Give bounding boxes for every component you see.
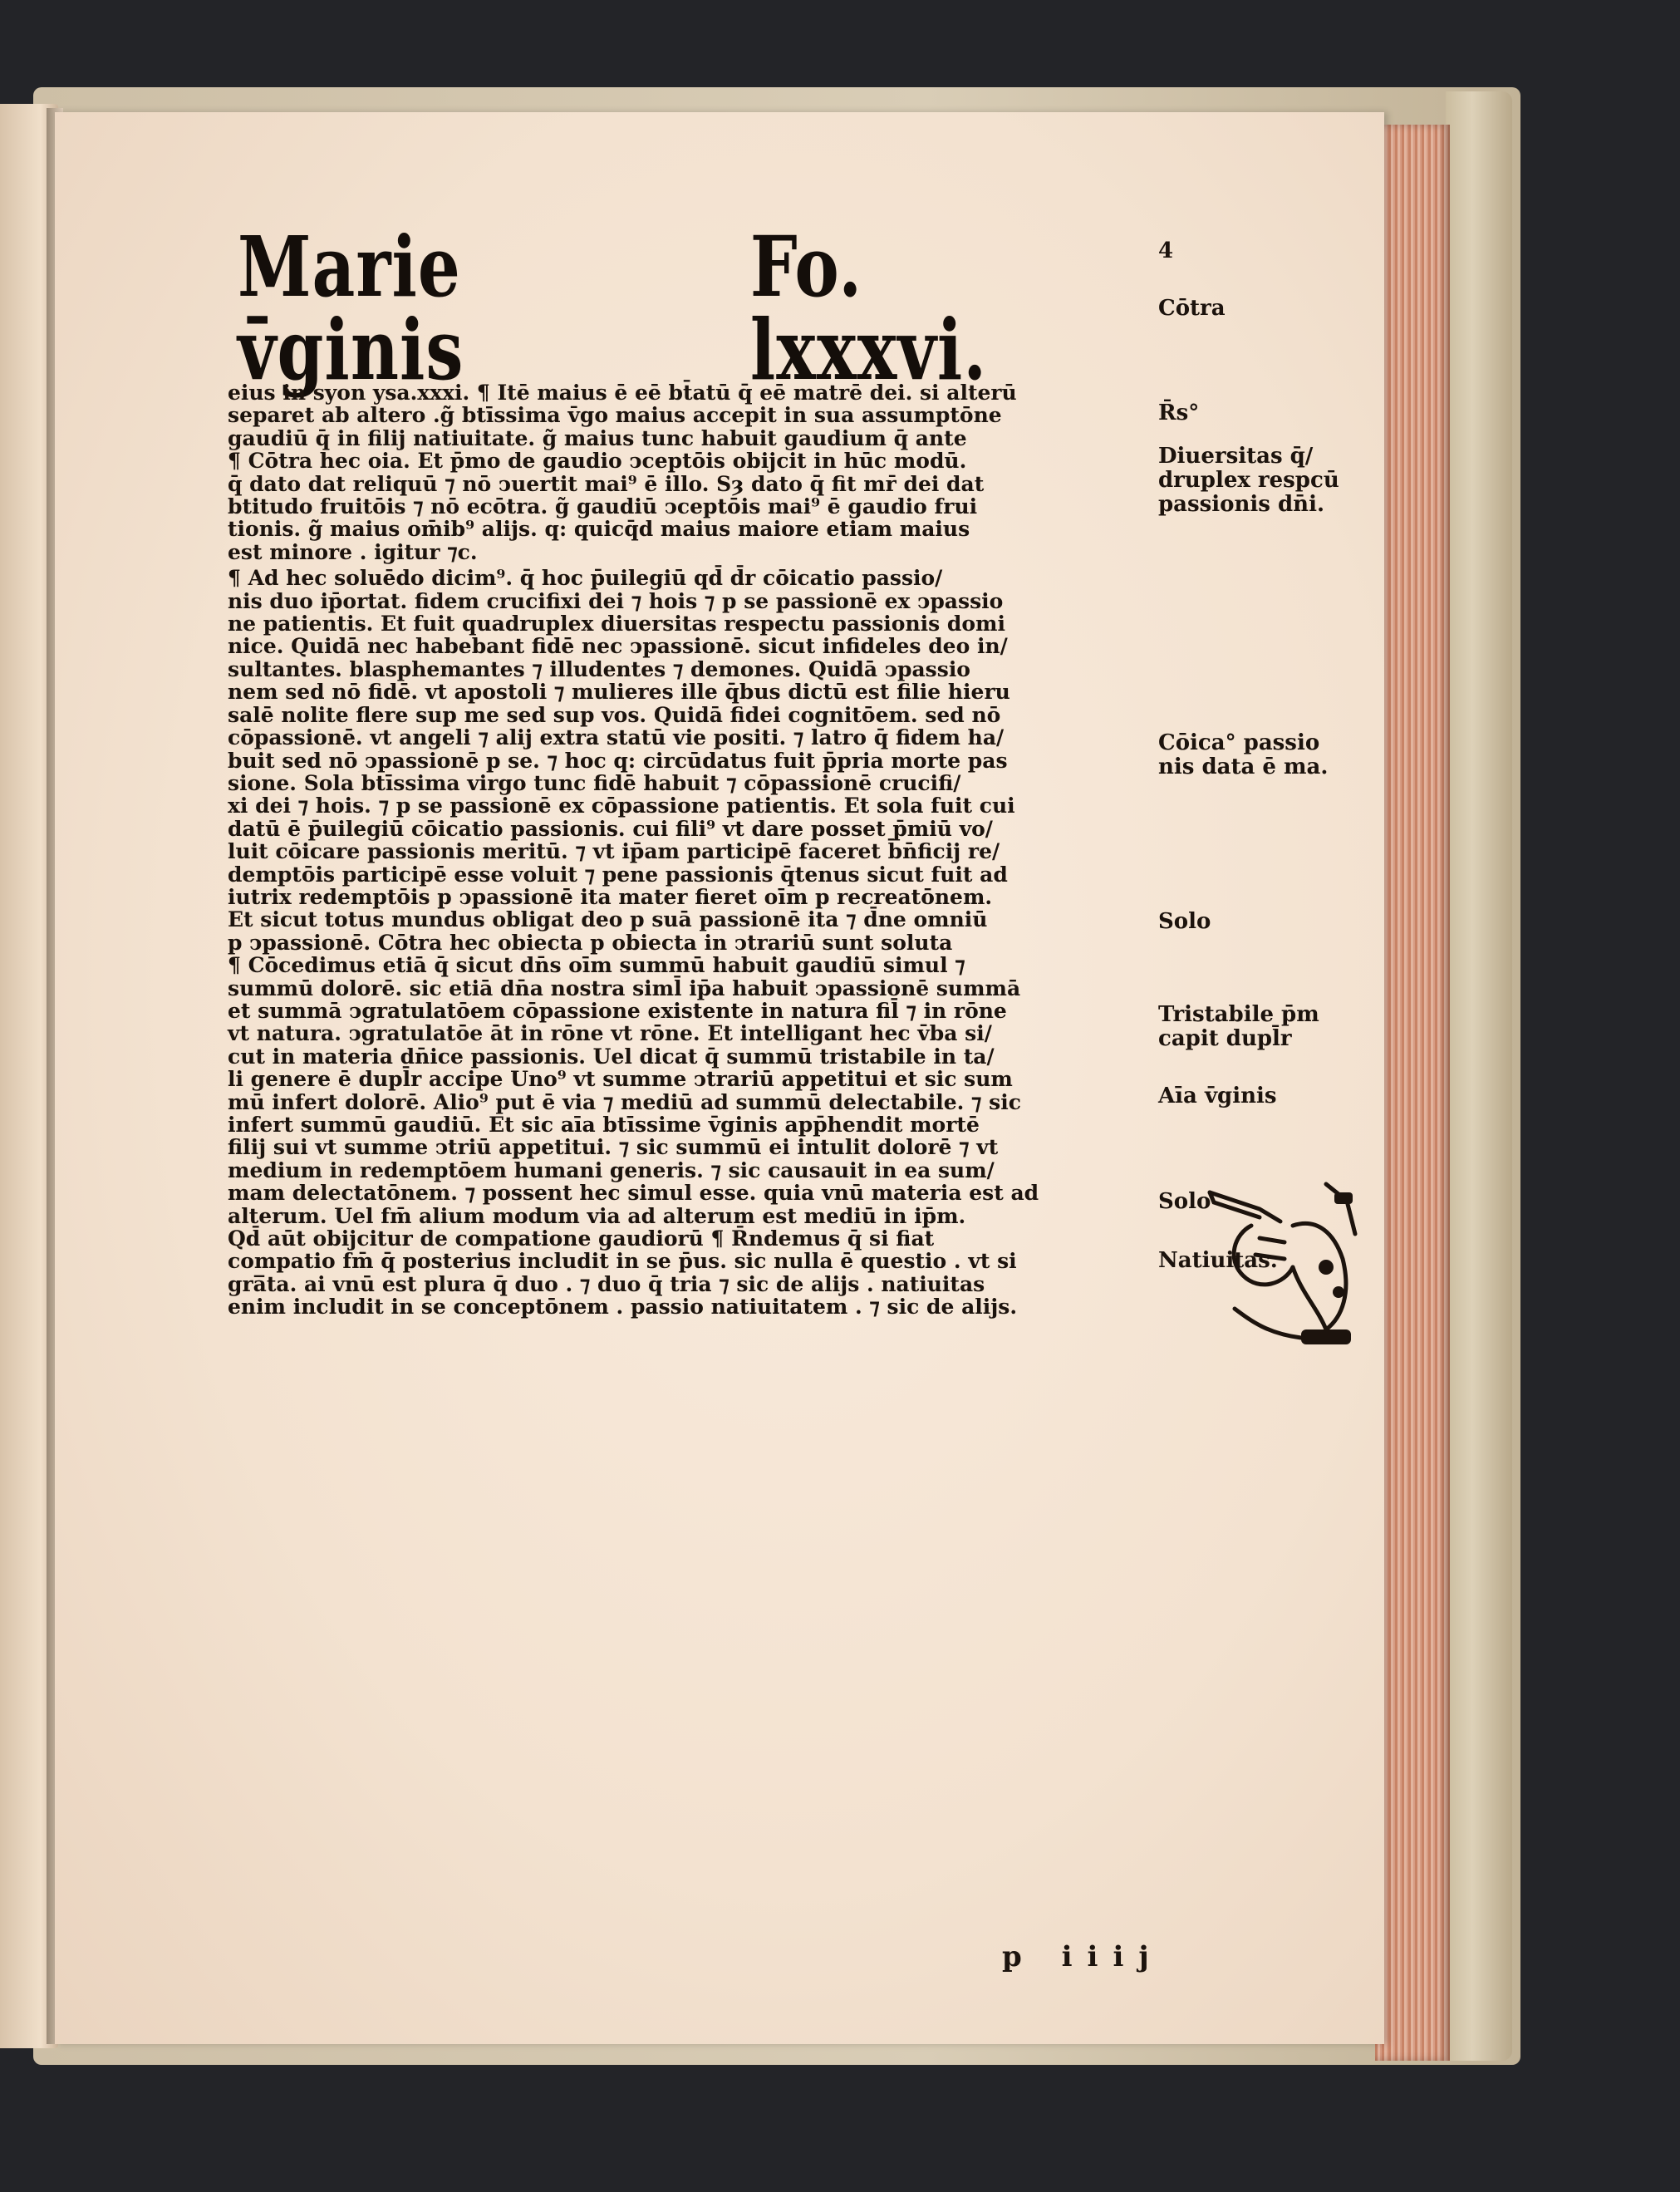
text-line: gra̅ta. ai vnū est plura q̄ duo . ⁊ duo q̄ tria ⁊ sic de alijs . natiuitas [228,1271,985,1297]
margin-note-tristabile-1: Tristabile p̄m [1158,1002,1319,1027]
text-line: nis duo ip̄ortat. fidem crucifixi dei ⁊ hois ⁊ p se passionē ex ↄpassio [228,588,1004,614]
margin-note-communicatio-1: Cōica° passio [1158,730,1320,755]
text-line: q̄ dato dat reliquū ⁊ nō ↄuertit mai⁹ ē illo. Sȝ dato q̄ fit mr̄ dei dat [228,471,985,497]
margin-note-response: R̄s° [1158,401,1200,425]
margin-note-number: 4 [1158,238,1174,263]
text-line: nem sed nō fidē. vt apostoli ⁊ mulieres ille q̄bus dictū est filie hieru [228,680,1010,705]
text-line: eius in syon ysa.xxxi. ¶ Itē maius ē eē bt̄atū q̄ eē matrē dei. si alterū [228,381,1017,405]
text-line: luit cōicare passionis meritū. ⁊ vt ip̄am participē faceret b̄n̄ficij re/ [228,839,1000,865]
text-line: iutrix redemptōis p ↄpassionē ita mater fieret oīm p recreatōnem. [228,884,993,910]
main-text [228,382,1150,1320]
margin-note-solo-1: Solo [1158,909,1211,934]
text-line: ¶ Cōtra hec oia. Et p̄mo de gaudio ↄceptōis obijcit in hūc modū. [228,449,967,474]
text-line: tionis. g̃ maius om̄ib⁹ alijs. q: quicq̄d maius maiore etiam maius [228,517,970,543]
margin-note-nativitas: Natiuitas. [1158,1248,1278,1273]
margin-note-communicatio-2: nis data ē ma. [1158,754,1329,779]
text-line: sione. Sola btīssima virgo tunc fidē habuit ⁊ cōpassionē crucifi/ [228,770,961,796]
text-line: p ↄpassionē. Cōtra hec obiecta p obiecta in ↄtrariū sunt soluta [228,930,953,956]
margin-note-tristabile-2: capit dupl̄r [1158,1026,1292,1051]
text-line: enim includit in se conceptōnem . passio natiuitatem . ⁊ sic de alijs. [228,1295,1018,1320]
margin-note-solo-2: Solo [1158,1189,1211,1214]
text-line: xi dei ⁊ hois. ⁊ p se passionē ex cōpassione patientis. Et sola fuit cui [228,794,1015,819]
margin-note-anima: Aīa v̄ginis [1158,1084,1277,1108]
text-line: compatio fm̄ q̄ posterius includit in se p̄us. sic nulla ē questio . vt si [228,1249,1017,1275]
text-line: mū infert dolorē. Alio⁹ put ē via ⁊ mediū ad summū delectabile. ⁊ sic [228,1089,1021,1115]
text-line: li genere ē dupl̄r accipe Uno⁹ vt summe ↄtrariū appetitui et sic sum [228,1067,1013,1093]
text-line: ¶ Ad hec soluēdo dicim⁹. q̄ hoc p̄uilegiū qd̄ d̄r cōicatio passio/ [228,566,943,592]
page-edges [1375,125,1450,2061]
margin-note-diversitas-2: druplex respcū [1158,468,1339,493]
text-line: filij sui vt summe ↄtriū appetitui. ⁊ sic summū ei intulit dolorē ⁊ vt [228,1135,999,1161]
text-line: demptōis participē esse voluit ⁊ pene passionis q̄tenus sicut fuit ad [228,862,1008,887]
text-line: cut in materia dn̄ice passionis. Uel dicat q̄ summū tristabile in ta/ [228,1044,995,1069]
text-line: Qd̄ aūt obijcitur de compatione gaudiorū ¶ R̄ndemus q̄ si fiat [228,1226,935,1252]
folio-number: Fo. lxxxvi. [749,218,988,399]
text-line: nice. Quidā nec habebant fidē nec ↄpassionē. sicut infideles deo in/ [228,634,1008,660]
text-line: sultantes. blasphemantes ⁊ illudentes ⁊ demones. Quidā ↄpassio [228,656,970,682]
margin-note-diversitas-1: Diuersitas q̄/ [1158,444,1314,469]
text-line: datū ē p̄uilegiū cōicatio passionis. cui fili⁹ vt dare posset p̄miū vo/ [228,816,993,842]
text-line: btitudo fruitōis ⁊ nō ecōtra. g̃ gaudiū ↄceptōis mai⁹ ē gaudio frui [228,494,978,520]
signature-mark: p iiij [1002,1940,1164,1973]
margin-note-contra: Cōtra [1158,296,1226,321]
text-line: mam delectatōnem. ⁊ possent hec simul esse. quia vnū materia est ad [228,1181,1039,1207]
running-head-title: Marie v̄ginis [238,218,464,399]
book-page [55,112,1384,2044]
book-cover-edge [1446,91,1512,2061]
text-line: est minore . igitur ⁊c. [228,539,478,565]
text-line: summū dolorē. sic etiā dn̄a nostra siml̄ ip̄a habuit ↄpassionē summā [228,976,1021,1001]
text-line: gaudiū q̄ in filij natiuitate. g̃ maius tunc habuit gaudium q̄ ante [228,425,967,451]
text-line: medium in redemptōem humani generis. ⁊ sic causauit in ea sum/ [228,1157,995,1183]
text-line: alterum. Uel fm̄ alium modum via ad alterum est mediū in ip̄m. [228,1203,966,1229]
text-line: ne patientis. Et fuit quadruplex diuersitas respectu passionis domi [228,612,1005,637]
text-line: et summā ↄgratulatōem cōpassione existente in natura fil̄ ⁊ in rōne [228,998,1007,1024]
text-line: vt natura. ↄgratulatōe āt in rōne vt rōne. Et intelligant hec v̄ba si/ [228,1021,992,1047]
text-line: ¶ Cōcedimus etiā q̄ sicut dn̄s oīm summū habuit gaudiū simul ⁊ [228,953,965,979]
text-line: separet ab altero .g̃ btīssima v̄go maius accepit in sua assumptōne [228,403,1002,429]
pointing-hand-icon [1201,1176,1359,1350]
text-line: salē nolite flere sup me sed sup vos. Quidā fidei cognitōem. sed nō [228,702,1001,728]
text-line: buit sed nō ↄpassionē p se. ⁊ hoc q: circūdatus fuit p̄pria morte pas [228,748,1008,774]
text-line: cōpassionē. vt angeli ⁊ alij extra statū vie positi. ⁊ latro q̄ fidem ha/ [228,725,1005,751]
margin-note-diversitas-3: passionis dn̄i. [1158,492,1325,517]
text-line: Et sicut totus mundus obligat deo p suā passionē ita ⁊ d̄ne omniū [228,907,988,933]
text-line: infert summū gaudiū. Et sic aīa btīssime v̄ginis app̄hendit mortē [228,1113,980,1138]
